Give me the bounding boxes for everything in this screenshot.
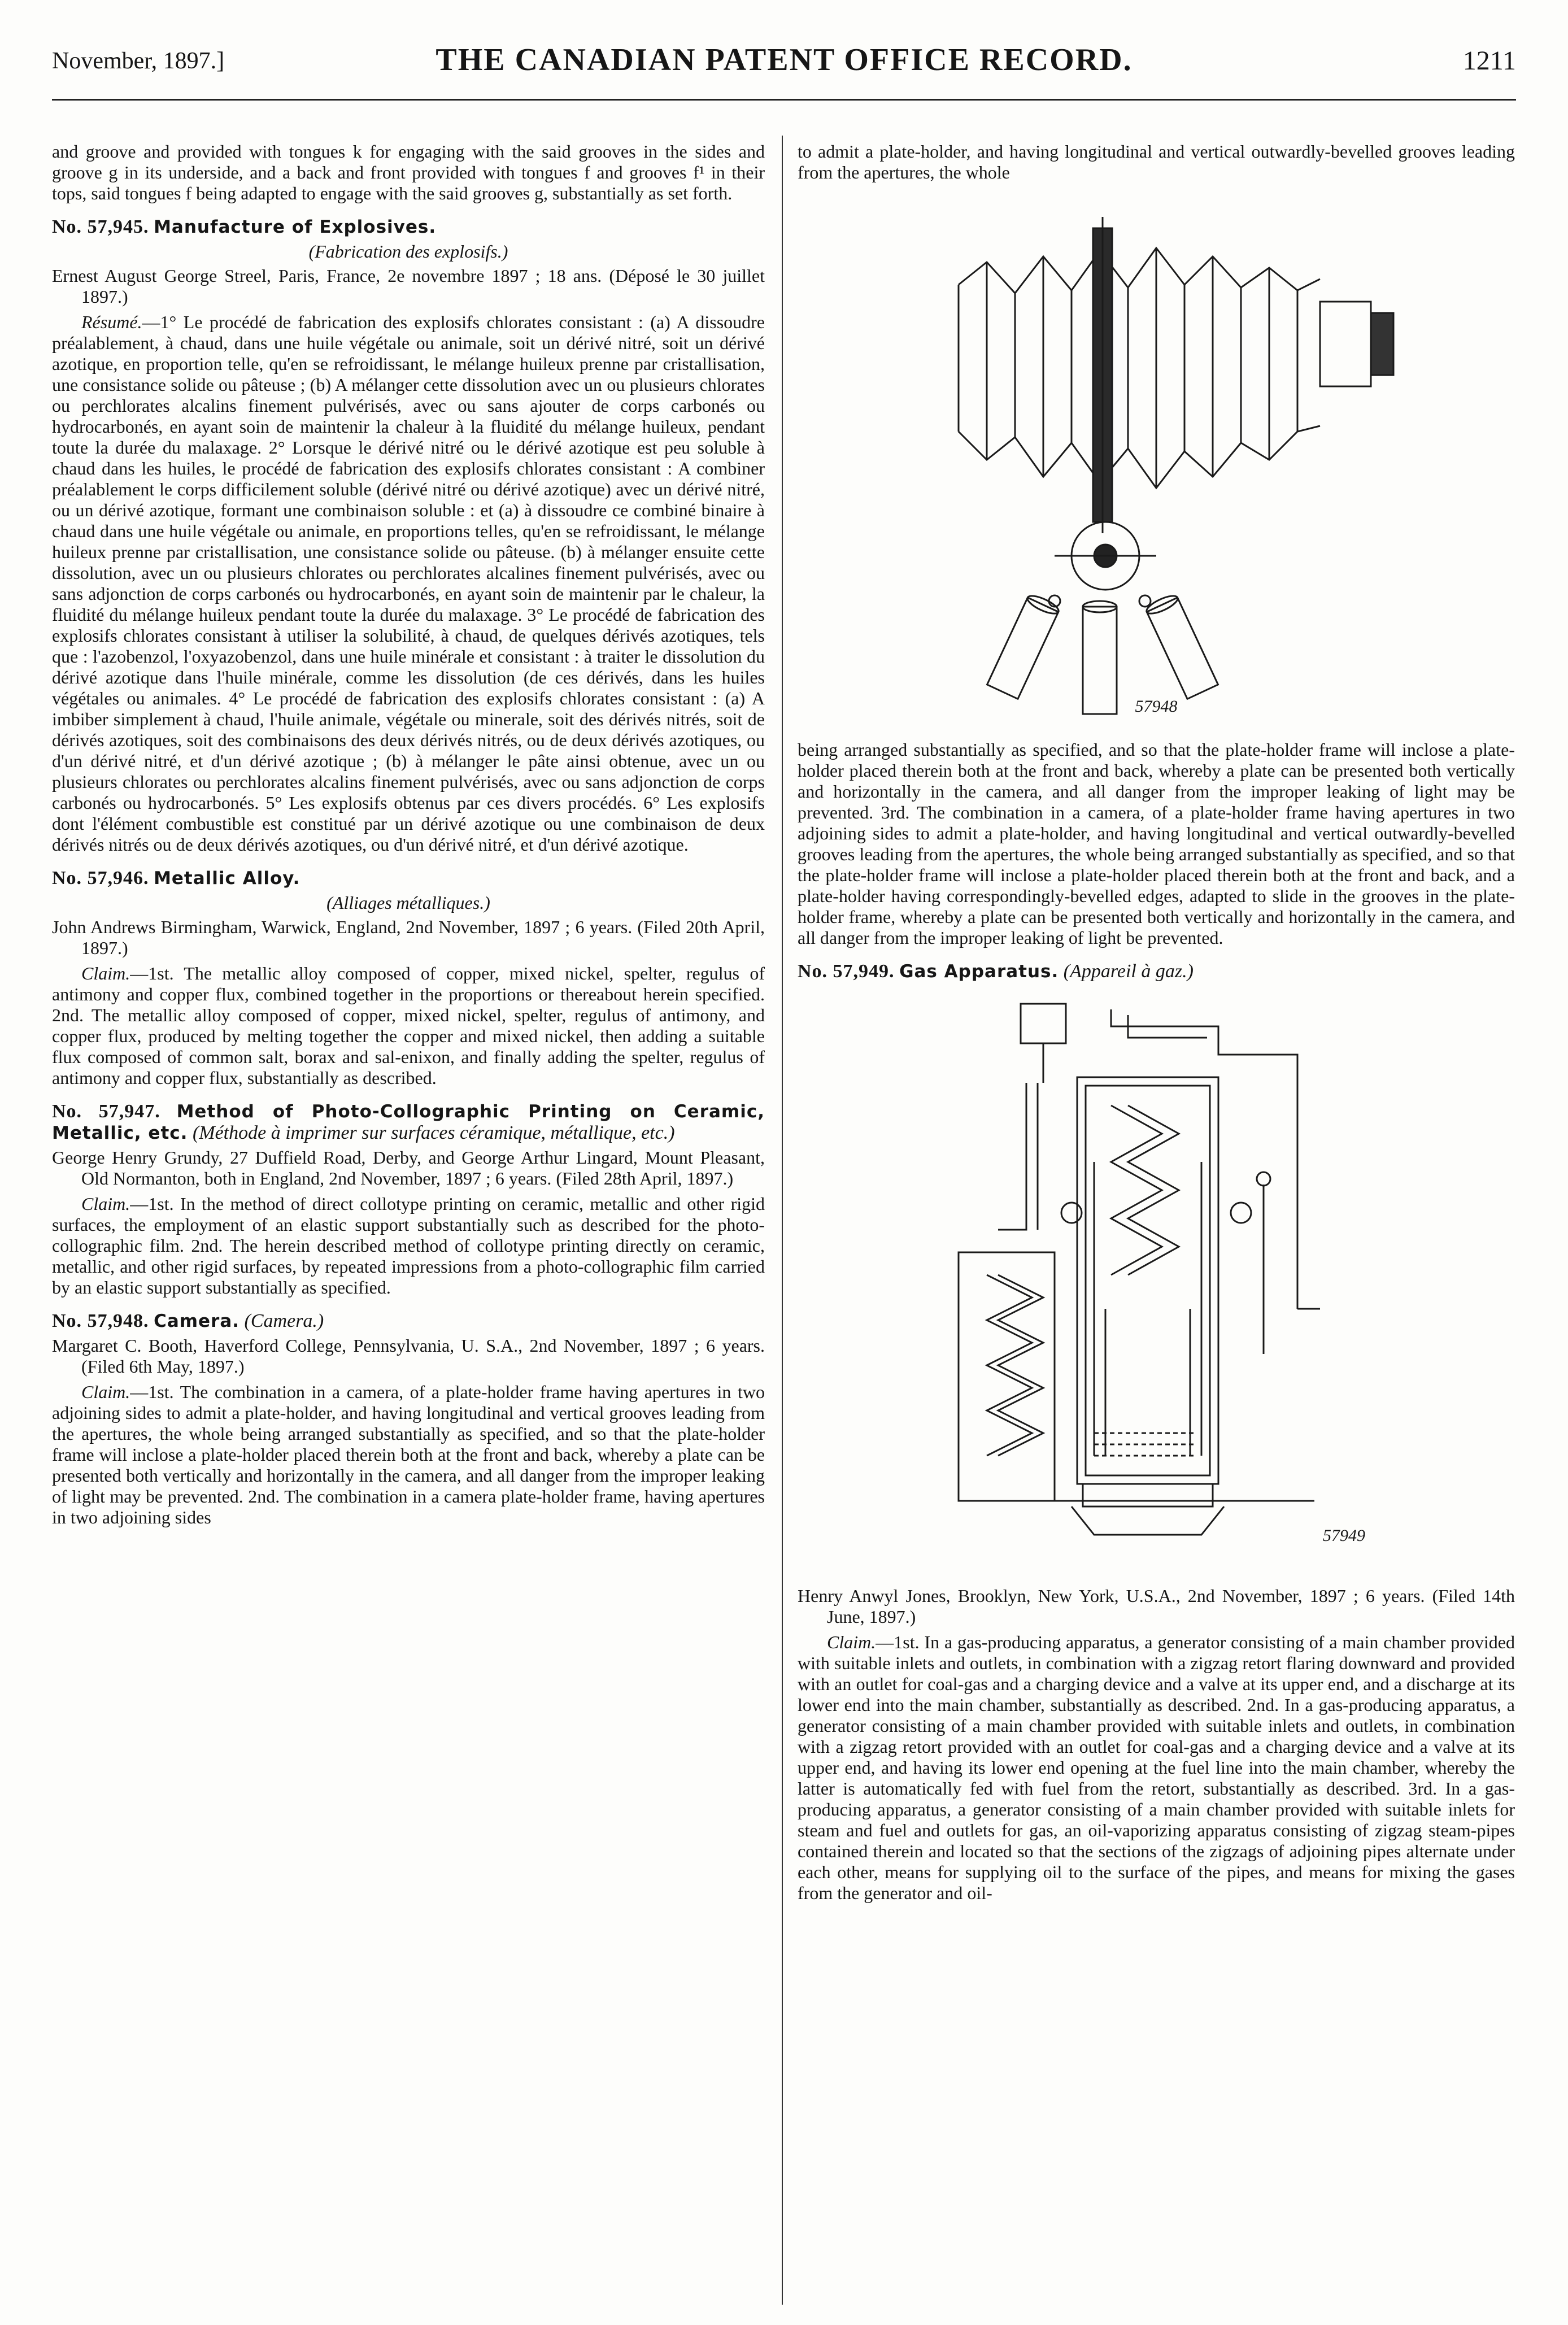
entry-heading-57949 [798,961,1515,982]
claim-label: Résumé. [81,312,142,332]
left-column [52,141,765,1532]
column-divider [782,136,783,2305]
continuation-text: to admit a plate-holder, and having longitudinal and vertical outwardly-bevelled grooves leading from the apertures, the whole [798,141,1515,182]
patent-number: No. 57,945. [52,216,149,237]
patent-number: No. 57,946. [52,868,149,889]
claim-label: Claim. [81,1194,130,1214]
claim-text [52,1194,765,1298]
applicant: Margaret C. Booth, Haverford College, Pennsylvania, U. S.A., 2nd November, 1897 ; 6 years. (Filed 6th May, 1897.) [52,1335,765,1377]
page-header [52,42,1516,93]
french-title: (Alliages métalliques.) [326,892,490,913]
claim-text [52,312,765,855]
figure-number: 57949 [1323,1526,1365,1545]
french-title: (Camera.) [244,1310,324,1331]
figure-number: 57948 [1135,697,1178,716]
applicant: George Henry Grundy, 27 Duffield Road, Derby, and George Arthur Lingard, Mount Pleasant, Old Normanton, both in England, 2nd November, 1897 ; 6 years. (Filed 28th April, 1897.) [52,1147,765,1188]
french-title: (Méthode à imprimer sur surfaces céramique, métallique, etc.) [192,1122,675,1143]
claim-label: Claim. [827,1632,876,1652]
applicant: John Andrews Birmingham, Warwick, England, 2nd November, 1897 ; 6 years. (Filed 20th April, 1897.) [52,917,765,958]
header-rule [52,99,1516,101]
french-title: (Fabrication des explosifs.) [308,241,508,262]
continuation-text: being arranged substantially as specified, and so that the plate-holder frame will inclose a plate-holder placed therein both at the front and back, whereby a plate can be presented both vertically and horizontally in the camera, and all danger from the improper leaking of light may be prevented. 3rd. The combination in a camera, of a plate-holder frame having apertures in two adjoining sides to admit a plate-holder, and having longitudinal and vertical outwardly-bevelled grooves leading from the apertures, the whole being arranged substantially as specified, and so that the plate-holder frame will inclose a plate-holder placed therein both at the front and back, and a plate-holder having correspondingly-bevelled edges, adapted to slide in the grooves in the plate-holder frame, whereby a plate can be presented both vertically and horizontally in the camera, and all danger from the improper leaking of light be prevented. [798,739,1515,948]
gas-apparatus-drawing [925,992,1388,1569]
applicant: Ernest August George Streel, Paris, France, 2e novembre 1897 ; 18 ans. (Déposé le 30 juillet 1897.) [52,265,765,307]
claim-body: —1st. The combination in a camera, of a plate-holder frame having apertures in two adjoining sides to admit a plate-holder, and having longitudinal and vertical grooves leading from the apertures, the whole being arranged substantially as specified, and so that the plate-holder frame will inclose a plate-holder placed therein both at the front and back, whereby a plate can be presented both vertically and horizontally in the camera, and all danger from the improper leaking of light may be prevented. 2nd. The combination in a camera plate-holder frame, having apertures in two adjoining sides [52,1382,765,1527]
patent-number: No. 57,948. [52,1310,149,1331]
patent-title: Camera. [154,1311,240,1331]
entry-heading-57945 [52,216,765,238]
publication-title: THE CANADIAN PATENT OFFICE RECORD. [435,42,1133,77]
french-title: (Appareil à gaz.) [1063,961,1194,982]
page-number: 1211 [1462,46,1516,76]
entry-heading-57948 [52,1310,765,1332]
gas-apparatus-figure [925,992,1388,1569]
claim-label: Claim. [81,963,130,983]
patent-number: No. 57,949. [798,961,895,982]
entry-heading-57947 [52,1101,765,1144]
claim-body: —1st. The metallic alloy composed of copper, mixed nickel, spelter, regulus of antimony and copper flux, combined together in the proportions or thereabout herein specified. 2nd. The metallic alloy composed of copper, mixed nickel, spelter, regulus of antimony, and copper flux, produced by melting together the copper and mixed nickel, then adding a suitable flux composed of common salt, borax and sal-enixon, and finally adding the spelter, regulus of antimony and copper flux, substantially as described. [52,963,765,1088]
entry-heading-57946 [52,868,765,889]
patent-title: Method of Photo-Collographic Printing on Ceramic, Metallic, etc. [52,1101,765,1143]
claim-text [52,963,765,1089]
right-column [798,141,1515,1908]
claim-label: Claim. [81,1382,130,1402]
claim-body: —1° Le procédé de fabrication des explosifs chlorates consistant : (a) A dissoudre préalablement, à chaud, dans une huile végétale ou animale, soit un dérivé nitré, soit un dérivé azotique, en proportion telle, qu'en se refroidissant, le mélange huileux prenne par cristallisation, une consistance solide ou pâteuse ; (b) A mélanger cette dissolution avec un ou plusieurs chlorates ou perchlorates alcalins finement pulvérisés, avec ou sans ajouter de corps carbonés ou hydrocarbonés, en ayant soin de maintenir la chaleur à la fluidité du mélange huileux, pendant toute la durée du malaxage. 2° Lorsque le dérivé nitré ou le dérivé azotique est peu soluble à chaud dans les huiles, le procédé de fabrication des explosifs chlorates consistant : A combiner préalablement le corps difficilement soluble (dérivé nitré ou dérivé azotique) avec un dérivé nitré, ou un dérivé azotique, formant une combinaison soluble : et (a) à dissoudre ce combiné binaire à chaud dans une huile végétale ou animale, en proportions telles, qu'en se refroidissant, le mélange huileux prenne par cristallisation, une consistance solide ou pâteuse. (b) à mélanger ensuite cette dissolution, avec un ou plusieurs chlorates ou perchlorates alcalines finement pulvérisés, avec ou sans adjonction de corps carbonés ou hydrocarbonés, en ayant soin de maintenir par le chaleur, la fluidité du mélange huileux pendant toute la durée du malaxage. 3° Le procédé de fabrication des explosifs chlorates consistant à utiliser la solubilité, à chaud, de quelques dérivés azotiques, tels que : l'azobenzol, l'oxyazobenzol, dans une huile minérale et consistant : à traiter le dissolution du dérivé azotique dans l'huile minérale, comme les dissolution (de ces dérivés, dans les huiles végétales ou animales. 4° Le procédé de fabrication des explosifs chlorates consistant : (a) A imbiber simplement à chaud, l'huile animale, végétale ou minerale, soit des dérivés nitrés, soit de dérivés azotiques, soit des combinaisons des deux dérivés nitrés, ou de deux dérivés azotiques, ou d'un dérivé nitré, et d'un dérivé azotique ; (b) à mélanger le pâte ainsi obtenue, avec un ou plusieurs chlorates ou perchlorates alcalins finement pulvérisés, avec ou sans adjonction de corps carbonés ou hydrocarbonés. 5° Les explosifs obtenus par ces divers procédés. 6° Les explosifs dont l'élément combustible est constitué par un dérivé azotique ou une combinaison de deux dérivés nitrés ou de deux dérivés azotiques, ou d'un dérivé nitré, et d'un dérivé azotique. [52,312,765,855]
claim-body: —1st. In the method of direct collotype printing on ceramic, metallic and other rigid surfaces, the employment of an elastic support substantially such as described for the photo-collographic film. 2nd. The herein described method of collotype printing directly on ceramic, metallic, and other rigid surfaces, by repeated impressions from a photo-collographic film carried by an elastic support substantially as specified. [52,1194,765,1298]
claim-body: —1st. In a gas-producing apparatus, a generator consisting of a main chamber provided with suitable inlets and outlets, in combination with a zigzag retort flaring downward and provided with an outlet for coal-gas and a charging device and a valve at its upper end, and a discharge at its lower end into the main chamber, substantially as described. 2nd. In a gas-producing apparatus, a generator consisting of a main chamber provided with suitable inlets and outlets, in combination with a zigzag retort provided with an outlet for coal-gas and a charging device and a valve at its upper end, and having its lower end opening at the fuel line into the main chamber, whereby the latter is automatically fed with fuel from the retort, substantially as described. 3rd. In a gas-producing apparatus, a generator consisting of a main chamber provided with suitable inlets for steam and fuel and outlets for gas, an oil-vaporizing apparatus consisting of zigzag steam-pipes contained therein and located so that the sections of the zigzags of adjoining pipes alternate under each other, means for supplying oil to the surface of the pipes, and means for mixing the gases from the generator and oil- [798,1632,1515,1903]
patent-title: Gas Apparatus. [899,961,1059,982]
camera-bellows-drawing [913,194,1399,725]
applicant: Henry Anwyl Jones, Brooklyn, New York, U.S.A., 2nd November, 1897 ; 6 years. (Filed 14th June, 1897.) [798,1586,1515,1627]
patent-title: Metallic Alloy. [154,868,300,889]
issue-date: November, 1897.] [52,48,225,74]
claim-text [798,1632,1515,1904]
patent-number: No. 57,947. [52,1101,160,1122]
continuation-text: and groove and provided with tongues k for engaging with the said grooves in the sides and groove g in its underside, and a back and front provided with tongues f and grooves f¹ in their tops, said tongues f being adapted to engage with the said grooves g, substantially as set forth. [52,141,765,203]
claim-text [52,1382,765,1528]
patent-title: Manufacture of Explosives. [154,217,437,237]
camera-figure [913,194,1399,725]
